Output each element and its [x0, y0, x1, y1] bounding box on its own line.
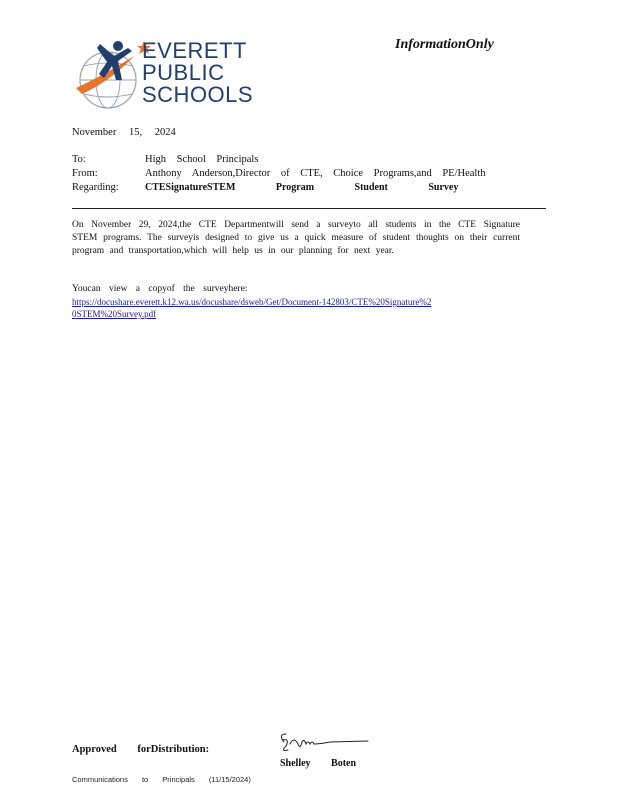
approval-label: Approved forDistribution:	[72, 744, 210, 755]
view-survey-text: Youcan view a copyof the surveyhere:	[72, 284, 248, 294]
page-footer: Communications to Principals (11/15/2024)	[72, 775, 251, 784]
signature-image	[276, 730, 372, 756]
memo-date: November 15, 2024	[72, 127, 176, 138]
to-label: To:	[72, 154, 86, 165]
information-only-note: InformationOnly	[395, 37, 494, 52]
logo-line-1: EVERETT	[142, 38, 247, 63]
to-value: High School Principals	[145, 154, 259, 165]
logo-line-2: PUBLIC	[142, 60, 225, 85]
regarding-value: CTESignatureSTEM Program Student Survey	[145, 182, 459, 193]
from-label: From:	[72, 168, 98, 179]
header-divider	[72, 208, 546, 209]
logo-line-3: SCHOOLS	[142, 82, 254, 107]
survey-link[interactable]: https://docushare.everett.k12.wa.us/docushare/dsweb/Get/Document-142803/CTE%20Signature%20STEM%20Survey.pdf	[72, 297, 432, 319]
logo-wordmark	[142, 40, 253, 106]
from-value: Anthony Anderson,Director of CTE, Choice Programs,and PE/Health	[145, 168, 486, 179]
signer-name: Shelley Boten	[280, 758, 357, 769]
regarding-label: Regarding:	[72, 182, 119, 193]
memo-body: On November 29, 2024,the CTE Departmentwill send a surveyto all students in the CTE Signature STEM programs. The surveyis designed to give us a quick measure of student thoughts on their current program and transportation,which will help us in our planning for next year.	[72, 220, 520, 256]
